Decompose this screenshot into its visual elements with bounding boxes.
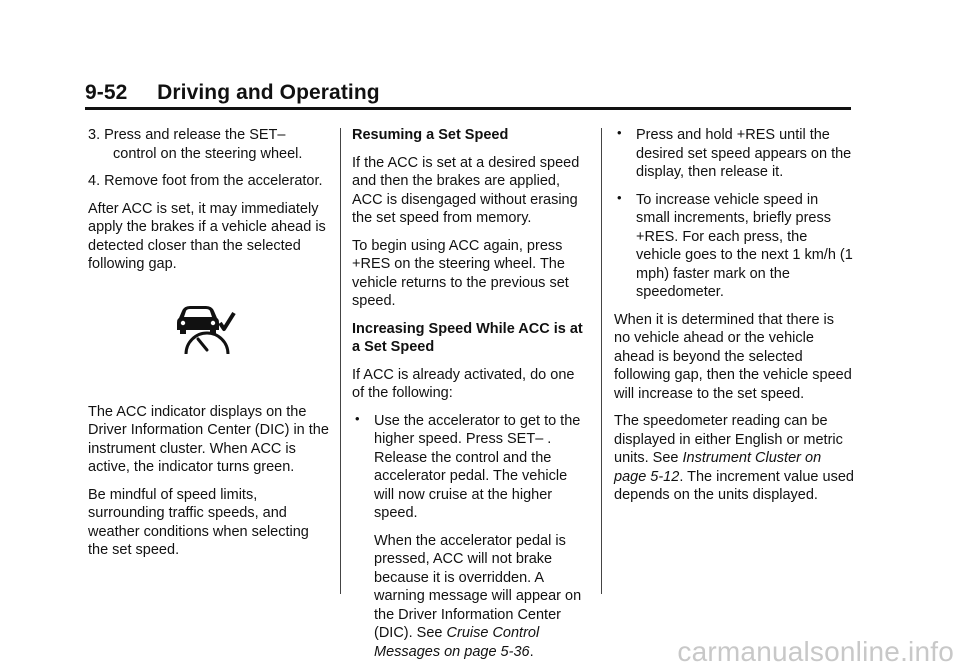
bullet-text: To increase vehicle speed in small increments, briefly press +RES. For each press, the vehicle goes to the next 1 km/h (1 mph) faster mark on the speedometer. — [636, 191, 853, 300]
speedometer-paragraph — [614, 412, 854, 505]
step-4: 4. Remove foot from the accelerator. — [88, 173, 323, 189]
acc-icon-area — [88, 283, 332, 395]
override-note — [352, 532, 588, 662]
speedometer-text: The speedometer reading can be displayed in either English or metric units. See — [614, 413, 843, 466]
column-1 — [88, 126, 332, 569]
no-vehicle-paragraph: When it is determined that there is no vehicle ahead or the vehicle ahead is beyond the selected following gap, then the vehicle speed will increase to the set speed. — [614, 311, 852, 402]
bullet-hold-res — [614, 126, 854, 182]
column-2 — [352, 126, 588, 670]
acc-indicator-icon — [176, 305, 238, 357]
bullet-glyph: • — [355, 410, 360, 426]
override-note-end: . — [529, 643, 534, 660]
increasing-heading: Increasing Speed While ACC is at a Set Speed — [352, 320, 583, 355]
bullet-glyph: • — [617, 189, 622, 205]
resuming-paragraph-2: To begin using ACC again, press +RES on the steering wheel. The vehicle returns to the previous set speed. — [352, 237, 569, 309]
step-3: 3. Press and release the SET– control on the steering wheel. — [88, 127, 303, 162]
bullet-accelerator — [352, 412, 588, 523]
bullet-glyph: • — [617, 125, 622, 140]
resuming-paragraph-1: If the ACC is set at a desired speed and then the brakes are applied, ACC is disengaged without erasing the set speed from memory. — [352, 154, 580, 226]
column-divider-2 — [601, 128, 602, 594]
acc-indicator-paragraph: The ACC indicator displays on the Driver Information Center (DIC) in the instrument cluster. When ACC is active, the indicator turns green. — [88, 403, 329, 475]
bullet-text: Use the accelerator to get to the higher speed. Press SET– . Release the control and the accelerator pedal. The vehicle will now cruise at the higher speed. — [374, 412, 581, 521]
increasing-intro: If ACC is already activated, do one of the following: — [352, 366, 575, 401]
acc-set-paragraph: After ACC is set, it may immediately apply the brakes if a vehicle ahead is detected closer than the selected following gap. — [88, 200, 326, 272]
cruise-messages-reference: Cruise Control Messages on page 5-36 — [374, 625, 540, 660]
bullet-text: Press and hold +RES until the desired set speed appears on the display, then release it. — [636, 127, 852, 180]
column-divider-1 — [340, 128, 341, 594]
instrument-cluster-reference: Instrument Cluster on page 5-12 — [614, 450, 822, 485]
page-title: 9-52 Driving and Operating — [85, 81, 380, 104]
speed-limits-paragraph: Be mindful of speed limits, surrounding traffic speeds, and weather conditions when selecting the set speed. — [88, 486, 309, 558]
watermark: carmanualsonline.info — [677, 636, 954, 667]
resuming-heading: Resuming a Set Speed — [352, 127, 509, 143]
page-header — [85, 80, 851, 108]
header-rule — [85, 107, 851, 110]
override-note-text: When the accelerator pedal is pressed, ACC will not brake because it is overridden. A warning message will appear on the Driver Information Center (DIC). See — [374, 532, 582, 641]
column-3 — [614, 126, 854, 514]
speedometer-text-end: . The increment value used depends on the units displayed. — [614, 468, 854, 503]
bullet-increment — [614, 191, 854, 302]
